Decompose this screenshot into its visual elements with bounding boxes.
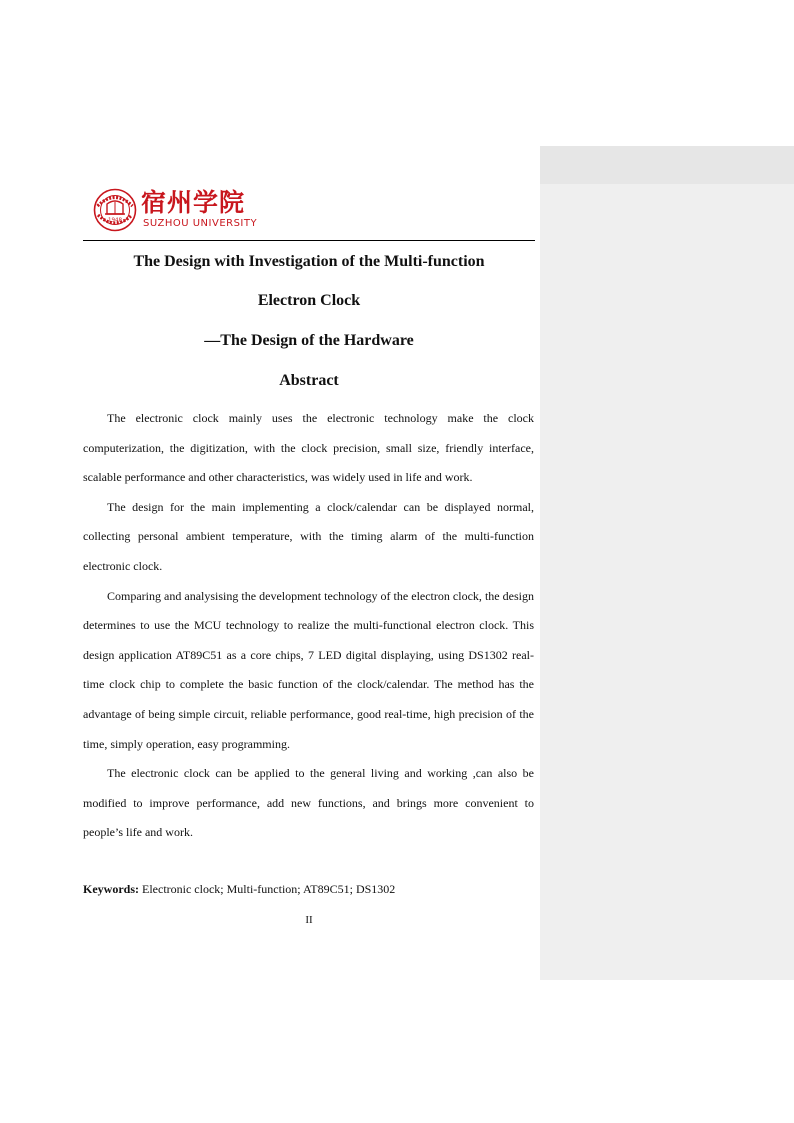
abstract-heading: Abstract [279,372,339,389]
abstract-body [83,404,534,848]
page-number: II [305,914,313,926]
seal-year: 1948 [108,217,122,224]
logo-chinese-name: 宿州学院 [141,188,246,217]
comment-pane-header [540,146,794,184]
comment-pane [540,146,794,980]
title-line-1: The Design with Investigation of the Multi-function [133,253,485,270]
abstract-paragraph: Comparing and analysising the development technology of the electron clock, the design determines to use the MCU technology to realize the multi-functional electron clock. This design application AT89C51 as a core chips, 7 LED digital displaying, using DS1302 real-time clock chip to complete the basic function of the clock/calendar. The method has the advantage of being simple circuit, reliable performance, good real-time, high precision of the time, simply operation, easy programming. [83,588,534,751]
keywords-label: Keywords: [83,882,139,896]
logo-english-name: SUZHOU UNIVERSITY [143,218,258,229]
abstract-paragraph: The design for the main implementing a clock/calendar can be displayed normal, collecting personal ambient temperature, with the timing alarm of the multi-function electronic clock. [83,499,534,573]
abstract-paragraph: The electronic clock mainly uses the electronic technology make the clock computerization, the digitization, with the clock precision, small size, friendly interface, scalable performance and other characteristics, was widely used in life and work. [83,411,534,485]
university-logo [93,188,258,234]
abstract-paragraph: The electronic clock can be applied to the general living and working ,can also be modified to improve performance, add new functions, and brings more convenient to people’s life and work. [83,766,534,840]
keywords-line [83,880,534,898]
title-line-2: Electron Clock [257,292,361,309]
subtitle-line: —The Design of the Hardware [204,332,414,349]
header-divider [83,240,535,241]
keywords-text: Electronic clock; Multi-function; AT89C51; DS1302 [139,882,396,896]
university-seal-icon [93,188,137,232]
